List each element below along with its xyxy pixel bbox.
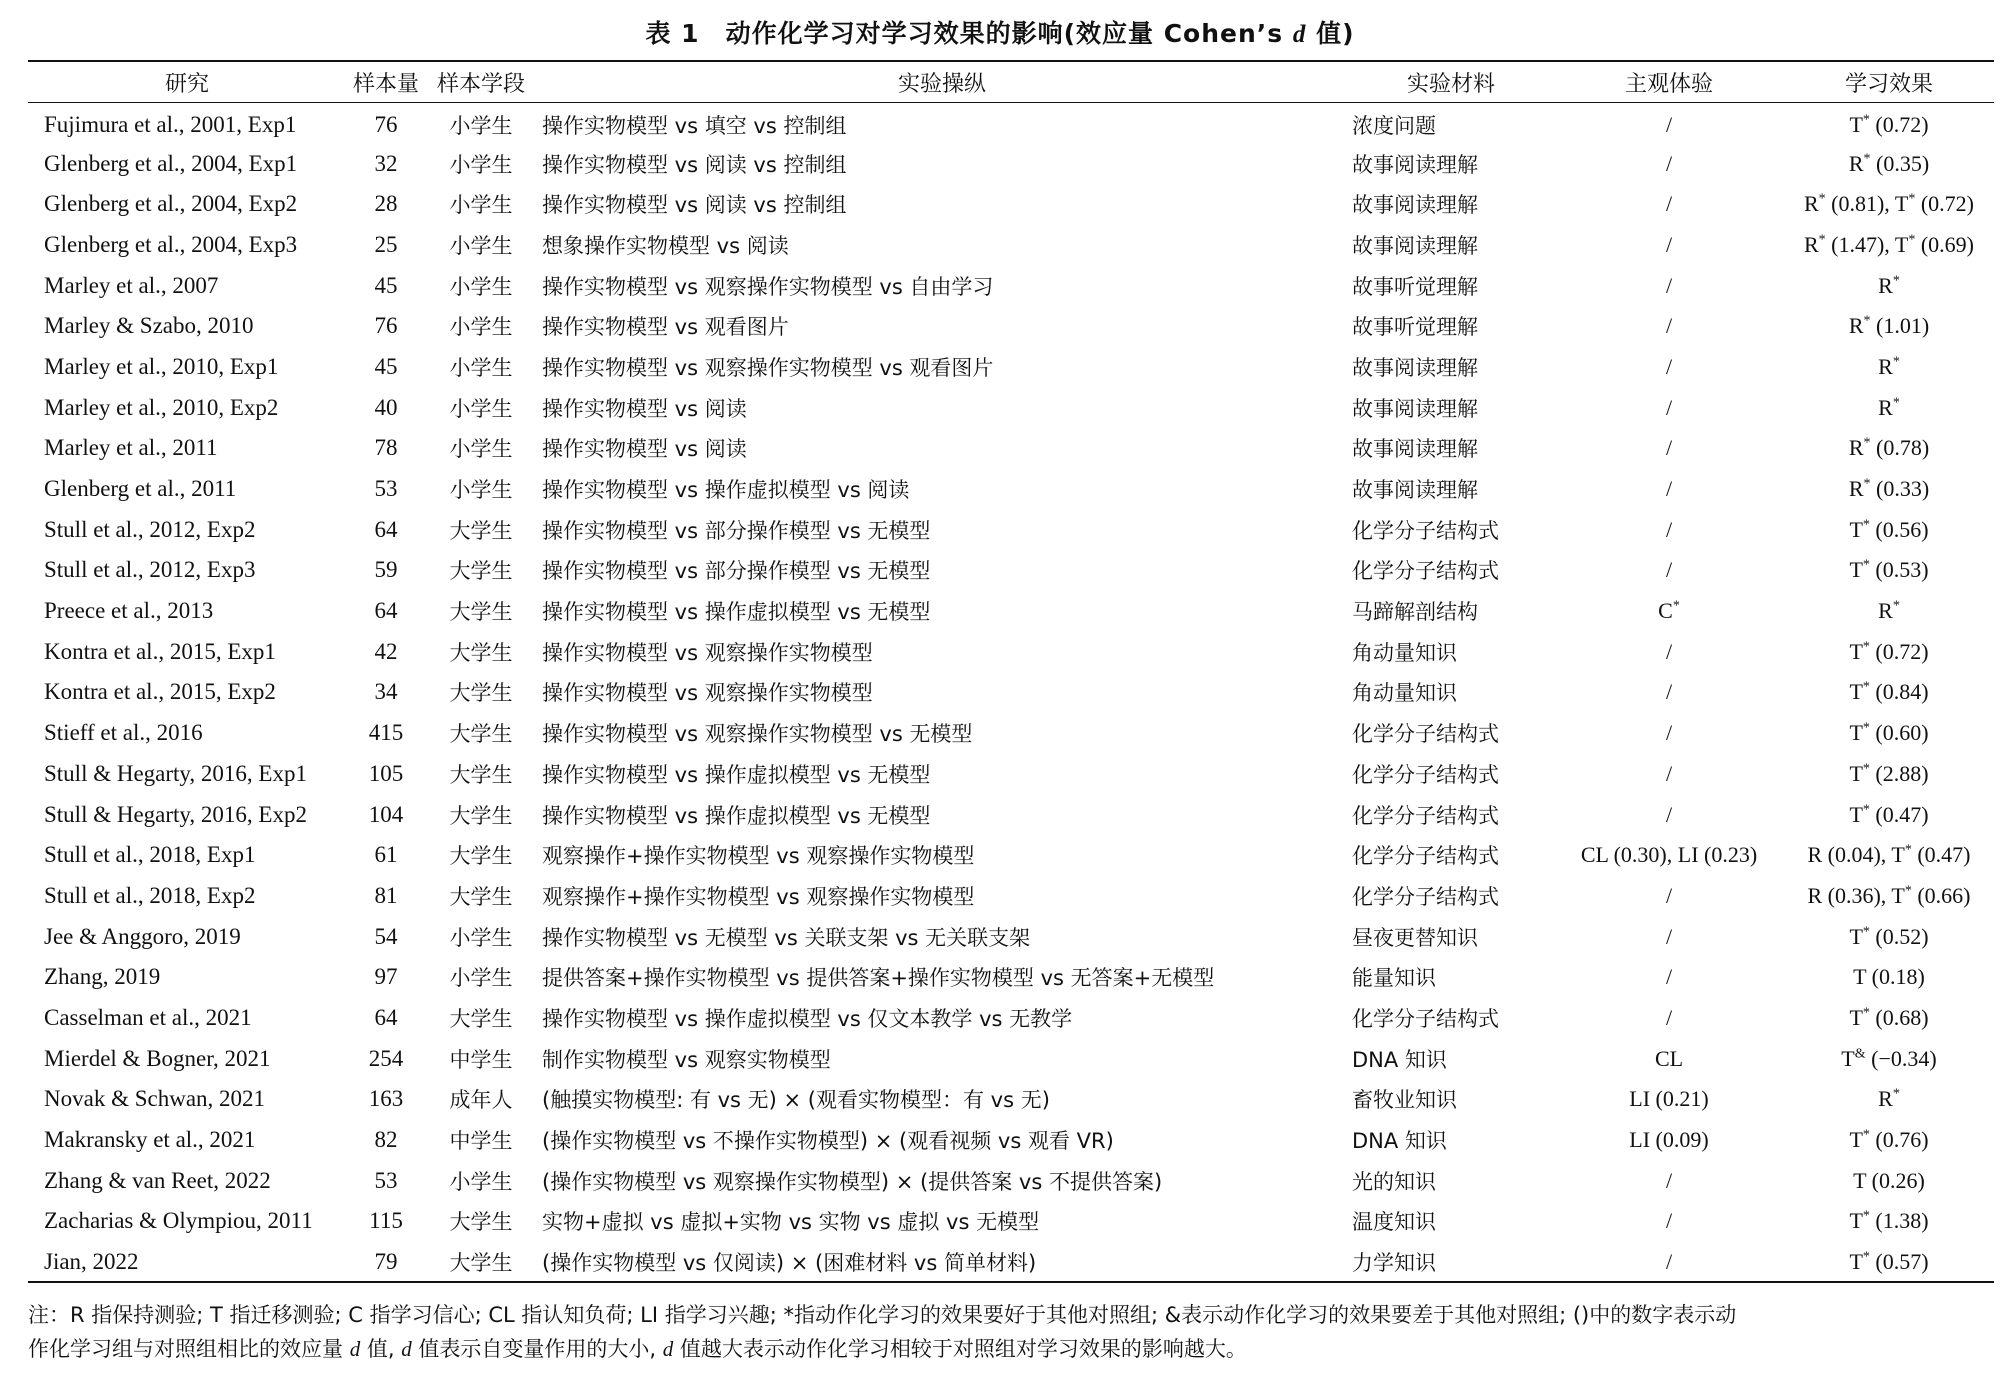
sample-size-cell: 45 bbox=[374, 353, 398, 379]
table-row bbox=[28, 713, 1994, 754]
subjective-experience-cell: / bbox=[1665, 557, 1673, 583]
manipulation-cell: 操作实物模型 vs 观察操作实物模型 vs 无模型 bbox=[542, 722, 973, 747]
material-cell: 化学分子结构式 bbox=[1352, 844, 1499, 869]
table-row bbox=[28, 469, 1994, 510]
material-cell: 化学分子结构式 bbox=[1352, 559, 1499, 584]
material-cell: 化学分子结构式 bbox=[1352, 722, 1499, 747]
study-cell: Stull et al., 2012, Exp2 bbox=[44, 516, 256, 542]
table-row bbox=[28, 347, 1994, 388]
manipulation-cell: (操作实物模型 vs 观察操作实物模型) × (提供答案 vs 不提供答案) bbox=[542, 1169, 1163, 1194]
subjective-experience-cell: / bbox=[1665, 191, 1673, 217]
table-row bbox=[28, 1160, 1994, 1201]
study-cell: Stull & Hegarty, 2016, Exp1 bbox=[44, 760, 307, 786]
study-cell: Jee & Anggoro, 2019 bbox=[44, 923, 241, 949]
table-row bbox=[28, 835, 1994, 876]
subjective-experience-cell: / bbox=[1665, 112, 1673, 138]
material-cell: 马蹄解剖结构 bbox=[1352, 600, 1478, 625]
study-cell: Stull et al., 2018, Exp2 bbox=[44, 882, 256, 908]
manipulation-cell: 操作实物模型 vs 无模型 vs 关联支架 vs 无关联支架 bbox=[542, 925, 1031, 950]
learning-effect-cell: R (0.36), T* (0.66) bbox=[1807, 882, 1971, 908]
column-header: 样本量 bbox=[352, 71, 419, 97]
material-cell: 畜牧业知识 bbox=[1352, 1088, 1457, 1113]
study-cell: Marley et al., 2011 bbox=[44, 435, 218, 461]
subjective-experience-cell: / bbox=[1665, 313, 1673, 339]
sample-stage-cell: 小学生 bbox=[449, 1169, 513, 1194]
table-row bbox=[28, 794, 1994, 835]
column-header: 实验材料 bbox=[1406, 71, 1495, 97]
subjective-experience-cell: / bbox=[1665, 1167, 1673, 1193]
column-header: 实验操纵 bbox=[897, 71, 986, 97]
sample-stage-cell: 大学生 bbox=[449, 803, 513, 828]
manipulation-cell: 操作实物模型 vs 阅读 vs 控制组 bbox=[542, 152, 847, 177]
study-cell: Kontra et al., 2015, Exp2 bbox=[44, 679, 276, 705]
learning-effect-cell: R* (1.47), T* (0.69) bbox=[1803, 231, 1975, 257]
material-cell: 故事阅读理解 bbox=[1352, 152, 1478, 177]
study-cell: Preece et al., 2013 bbox=[44, 598, 214, 624]
study-cell: Zhang & van Reet, 2022 bbox=[44, 1167, 271, 1193]
study-cell: Fujimura et al., 2001, Exp1 bbox=[44, 112, 297, 138]
material-cell: 角动量知识 bbox=[1352, 681, 1457, 706]
sample-stage-cell: 小学生 bbox=[449, 478, 513, 503]
learning-effect-cell: R* (0.78) bbox=[1848, 435, 1930, 461]
manipulation-cell: 操作实物模型 vs 部分操作模型 vs 无模型 bbox=[542, 559, 931, 584]
subjective-experience-cell: LI (0.09) bbox=[1629, 1127, 1709, 1153]
material-cell: 化学分子结构式 bbox=[1352, 1006, 1499, 1031]
sample-size-cell: 54 bbox=[374, 923, 398, 949]
sample-stage-cell: 大学生 bbox=[449, 844, 513, 869]
manipulation-cell: 操作实物模型 vs 阅读 bbox=[542, 437, 747, 462]
sample-stage-cell: 小学生 bbox=[449, 193, 513, 218]
sample-size-cell: 32 bbox=[374, 150, 398, 176]
sample-stage-cell: 大学生 bbox=[449, 1210, 513, 1235]
material-cell: 故事听觉理解 bbox=[1352, 274, 1478, 299]
sample-stage-cell: 小学生 bbox=[449, 274, 513, 299]
sample-stage-cell: 大学生 bbox=[449, 762, 513, 787]
learning-effect-cell: R* (0.33) bbox=[1848, 476, 1930, 502]
sample-size-cell: 163 bbox=[368, 1086, 404, 1112]
study-cell: Makransky et al., 2021 bbox=[44, 1127, 256, 1153]
study-cell: Glenberg et al., 2004, Exp1 bbox=[44, 150, 298, 176]
material-cell: 温度知识 bbox=[1352, 1210, 1436, 1235]
manipulation-cell: 操作实物模型 vs 观察操作实物模型 bbox=[542, 681, 873, 706]
table-body bbox=[28, 103, 1994, 1283]
table-row bbox=[28, 998, 1994, 1039]
sample-stage-cell: 大学生 bbox=[449, 722, 513, 747]
subjective-experience-cell: / bbox=[1665, 272, 1673, 298]
learning-effect-cell: T (0.26) bbox=[1853, 1167, 1925, 1193]
sample-size-cell: 59 bbox=[374, 557, 398, 583]
sample-stage-cell: 大学生 bbox=[449, 884, 513, 909]
learning-effect-cell: R* (1.01) bbox=[1848, 313, 1930, 339]
manipulation-cell: 操作实物模型 vs 操作虚拟模型 vs 阅读 bbox=[542, 478, 910, 503]
material-cell: 故事阅读理解 bbox=[1352, 437, 1478, 462]
study-cell: Glenberg et al., 2004, Exp2 bbox=[44, 191, 298, 217]
sample-size-cell: 64 bbox=[374, 516, 398, 542]
table-header-row bbox=[28, 61, 1994, 103]
table-note-line-2: 作化学习组与对照组相比的效应量 d 值, d 值表示自变量作用的大小, d 值越大表示动作化学习相较于对照组对学习效果的影响越大。 bbox=[28, 1337, 1247, 1361]
learning-effect-cell: R* bbox=[1878, 1086, 1900, 1112]
learning-effect-cell: T* (0.56) bbox=[1849, 516, 1929, 542]
table-row bbox=[28, 631, 1994, 672]
subjective-experience-cell: / bbox=[1665, 1208, 1673, 1234]
material-cell: 化学分子结构式 bbox=[1352, 803, 1499, 828]
material-cell: 能量知识 bbox=[1352, 966, 1436, 991]
learning-effect-cell: T* (0.47) bbox=[1849, 801, 1929, 827]
learning-effect-cell: T* (2.88) bbox=[1849, 760, 1929, 786]
table-row bbox=[28, 143, 1994, 184]
subjective-experience-cell: / bbox=[1665, 516, 1673, 542]
study-cell: Kontra et al., 2015, Exp1 bbox=[44, 638, 276, 664]
table-row bbox=[28, 225, 1994, 266]
study-cell: Zacharias & Olympiou, 2011 bbox=[44, 1208, 313, 1234]
learning-effect-cell: T* (0.52) bbox=[1849, 923, 1929, 949]
learning-effect-cell: T* (0.72) bbox=[1849, 112, 1929, 138]
learning-effect-cell: T* (0.57) bbox=[1849, 1248, 1929, 1274]
learning-effect-cell: T* (0.53) bbox=[1849, 557, 1929, 583]
material-cell: 力学知识 bbox=[1352, 1250, 1436, 1275]
learning-effect-cell: T* (0.76) bbox=[1849, 1127, 1929, 1153]
subjective-experience-cell: / bbox=[1665, 1004, 1673, 1030]
sample-size-cell: 53 bbox=[374, 476, 398, 502]
table-note bbox=[28, 1298, 1988, 1366]
material-cell: 故事阅读理解 bbox=[1352, 355, 1478, 380]
material-cell: DNA 知识 bbox=[1352, 1047, 1447, 1072]
table-number: 表 1 bbox=[645, 19, 700, 48]
subjective-experience-cell: / bbox=[1665, 760, 1673, 786]
sample-size-cell: 97 bbox=[374, 964, 398, 990]
table-row bbox=[28, 1038, 1994, 1079]
study-cell: Stull & Hegarty, 2016, Exp2 bbox=[44, 801, 307, 827]
sample-stage-cell: 小学生 bbox=[449, 315, 513, 340]
manipulation-cell: 观察操作+操作实物模型 vs 观察操作实物模型 bbox=[542, 884, 975, 909]
sample-stage-cell: 大学生 bbox=[449, 640, 513, 665]
subjective-experience-cell: / bbox=[1665, 353, 1673, 379]
sample-size-cell: 53 bbox=[374, 1167, 398, 1193]
study-cell: Jian, 2022 bbox=[44, 1248, 139, 1274]
sample-size-cell: 81 bbox=[374, 882, 398, 908]
sample-size-cell: 76 bbox=[374, 313, 398, 339]
subjective-experience-cell: / bbox=[1665, 720, 1673, 746]
manipulation-cell: 操作实物模型 vs 观察操作实物模型 vs 自由学习 bbox=[542, 274, 994, 299]
manipulation-cell: 操作实物模型 vs 操作虚拟模型 vs 仅文本教学 vs 无教学 bbox=[542, 1006, 1073, 1031]
table-row bbox=[28, 672, 1994, 713]
table-row bbox=[28, 428, 1994, 469]
sample-stage-cell: 小学生 bbox=[449, 233, 513, 258]
table-row bbox=[28, 550, 1994, 591]
subjective-experience-cell: / bbox=[1665, 923, 1673, 949]
sample-size-cell: 28 bbox=[374, 191, 398, 217]
manipulation-cell: 观察操作+操作实物模型 vs 观察操作实物模型 bbox=[542, 844, 975, 869]
subjective-experience-cell: / bbox=[1665, 1248, 1673, 1274]
manipulation-cell: (触摸实物模型: 有 vs 无) × (观看实物模型：有 vs 无) bbox=[542, 1088, 1050, 1113]
material-cell: 化学分子结构式 bbox=[1352, 518, 1499, 543]
study-cell: Zhang, 2019 bbox=[44, 964, 161, 990]
learning-effect-cell: R* bbox=[1878, 272, 1900, 298]
learning-effect-cell: R* bbox=[1878, 353, 1900, 379]
table-row bbox=[28, 306, 1994, 347]
study-cell: Marley et al., 2010, Exp2 bbox=[44, 394, 279, 420]
sample-size-cell: 40 bbox=[374, 394, 398, 420]
sample-size-cell: 64 bbox=[374, 598, 398, 624]
subjective-experience-cell: LI (0.21) bbox=[1629, 1086, 1709, 1112]
column-header: 主观体验 bbox=[1624, 71, 1713, 97]
learning-effect-cell: R* (0.35) bbox=[1848, 150, 1930, 176]
effect-size-table bbox=[28, 60, 1994, 1283]
learning-effect-cell: R* bbox=[1878, 394, 1900, 420]
table-row bbox=[28, 1242, 1994, 1283]
sample-size-cell: 45 bbox=[374, 272, 398, 298]
manipulation-cell: 制作实物模型 vs 观察实物模型 bbox=[542, 1047, 831, 1072]
subjective-experience-cell: CL bbox=[1654, 1045, 1684, 1071]
learning-effect-cell: T* (0.84) bbox=[1849, 679, 1929, 705]
subjective-experience-cell: / bbox=[1665, 476, 1673, 502]
table-row bbox=[28, 916, 1994, 957]
manipulation-cell: 操作实物模型 vs 观察操作实物模型 vs 观看图片 bbox=[542, 355, 994, 380]
sample-stage-cell: 大学生 bbox=[449, 1006, 513, 1031]
sample-stage-cell: 中学生 bbox=[449, 1129, 513, 1154]
table-note-line-1: 注：R 指保持测验; T 指迁移测验; C 指学习信心; CL 指认知负荷; LI 指学习兴趣; *指动作化学习的效果要好于其他对照组; &表示动作化学习的效果要差于其他对照组; ()中的数字表示动 bbox=[28, 1303, 1737, 1327]
column-header: 样本学段 bbox=[436, 71, 525, 97]
sample-size-cell: 104 bbox=[368, 801, 404, 827]
table-row bbox=[28, 1079, 1994, 1120]
manipulation-cell: 操作实物模型 vs 操作虚拟模型 vs 无模型 bbox=[542, 803, 931, 828]
learning-effect-cell: R* bbox=[1878, 598, 1900, 624]
subjective-experience-cell: / bbox=[1665, 231, 1673, 257]
manipulation-cell: 操作实物模型 vs 操作虚拟模型 vs 无模型 bbox=[542, 600, 931, 625]
sample-size-cell: 415 bbox=[368, 720, 404, 746]
sample-size-cell: 34 bbox=[374, 679, 398, 705]
table-title-text: 动作化学习对学习效果的影响(效应量 Cohen’s d 值) bbox=[725, 19, 1355, 48]
table-row bbox=[28, 957, 1994, 998]
study-cell: Stieff et al., 2016 bbox=[44, 720, 203, 746]
material-cell: 浓度问题 bbox=[1352, 114, 1436, 139]
study-cell: Glenberg et al., 2004, Exp3 bbox=[44, 231, 298, 257]
subjective-experience-cell: C* bbox=[1658, 598, 1680, 624]
table-title bbox=[0, 14, 2000, 50]
subjective-experience-cell: CL (0.30), LI (0.23) bbox=[1580, 842, 1758, 868]
learning-effect-cell: T* (0.72) bbox=[1849, 638, 1929, 664]
subjective-experience-cell: / bbox=[1665, 435, 1673, 461]
subjective-experience-cell: / bbox=[1665, 882, 1673, 908]
sample-size-cell: 78 bbox=[374, 435, 398, 461]
material-cell: 故事阅读理解 bbox=[1352, 233, 1478, 258]
sample-stage-cell: 大学生 bbox=[449, 600, 513, 625]
table-row bbox=[28, 387, 1994, 428]
table-row bbox=[28, 591, 1994, 632]
sample-stage-cell: 小学生 bbox=[449, 925, 513, 950]
table-row bbox=[28, 1120, 1994, 1161]
sample-size-cell: 25 bbox=[374, 231, 398, 257]
manipulation-cell: 操作实物模型 vs 阅读 vs 控制组 bbox=[542, 193, 847, 218]
sample-size-cell: 76 bbox=[374, 112, 398, 138]
sample-stage-cell: 小学生 bbox=[449, 396, 513, 421]
sample-size-cell: 115 bbox=[369, 1208, 403, 1234]
sample-size-cell: 79 bbox=[374, 1248, 398, 1274]
material-cell: 化学分子结构式 bbox=[1352, 884, 1499, 909]
sample-stage-cell: 大学生 bbox=[449, 518, 513, 543]
material-cell: 光的知识 bbox=[1352, 1169, 1436, 1194]
study-cell: Mierdel & Bogner, 2021 bbox=[44, 1045, 271, 1071]
learning-effect-cell: T (0.18) bbox=[1853, 964, 1925, 990]
manipulation-cell: 操作实物模型 vs 观察操作实物模型 bbox=[542, 640, 873, 665]
material-cell: 故事听觉理解 bbox=[1352, 315, 1478, 340]
table-row bbox=[28, 184, 1994, 225]
sample-stage-cell: 小学生 bbox=[449, 355, 513, 380]
sample-size-cell: 42 bbox=[374, 638, 398, 664]
study-cell: Glenberg et al., 2011 bbox=[44, 476, 237, 502]
study-cell: Casselman et al., 2021 bbox=[44, 1004, 252, 1030]
sample-size-cell: 61 bbox=[374, 842, 398, 868]
material-cell: 昼夜更替知识 bbox=[1352, 925, 1478, 950]
sample-size-cell: 254 bbox=[368, 1045, 404, 1071]
sample-stage-cell: 大学生 bbox=[449, 559, 513, 584]
study-cell: Marley & Szabo, 2010 bbox=[44, 313, 254, 339]
manipulation-cell: 操作实物模型 vs 填空 vs 控制组 bbox=[542, 114, 847, 139]
subjective-experience-cell: / bbox=[1665, 964, 1673, 990]
manipulation-cell: 实物+虚拟 vs 虚拟+实物 vs 实物 vs 虚拟 vs 无模型 bbox=[542, 1210, 1040, 1235]
manipulation-cell: 想象操作实物模型 vs 阅读 bbox=[542, 233, 789, 258]
study-cell: Marley et al., 2007 bbox=[44, 272, 219, 298]
manipulation-cell: 操作实物模型 vs 操作虚拟模型 vs 无模型 bbox=[542, 762, 931, 787]
sample-stage-cell: 小学生 bbox=[449, 437, 513, 462]
learning-effect-cell: T* (0.68) bbox=[1849, 1004, 1929, 1030]
table-row bbox=[28, 509, 1994, 550]
subjective-experience-cell: / bbox=[1665, 679, 1673, 705]
learning-effect-cell: T* (1.38) bbox=[1849, 1208, 1929, 1234]
learning-effect-cell: R* (0.81), T* (0.72) bbox=[1803, 191, 1975, 217]
sample-stage-cell: 大学生 bbox=[449, 1250, 513, 1275]
sample-stage-cell: 大学生 bbox=[449, 681, 513, 706]
material-cell: DNA 知识 bbox=[1352, 1129, 1447, 1154]
sample-size-cell: 105 bbox=[368, 760, 404, 786]
manipulation-cell: 提供答案+操作实物模型 vs 提供答案+操作实物模型 vs 无答案+无模型 bbox=[542, 966, 1215, 991]
material-cell: 化学分子结构式 bbox=[1352, 762, 1499, 787]
subjective-experience-cell: / bbox=[1665, 150, 1673, 176]
sample-stage-cell: 小学生 bbox=[449, 152, 513, 177]
table-row bbox=[28, 103, 1994, 144]
material-cell: 故事阅读理解 bbox=[1352, 478, 1478, 503]
manipulation-cell: (操作实物模型 vs 仅阅读) × (困难材料 vs 简单材料) bbox=[542, 1250, 1037, 1275]
learning-effect-cell: T* (0.60) bbox=[1849, 720, 1929, 746]
learning-effect-cell: T& (−0.34) bbox=[1841, 1045, 1937, 1071]
material-cell: 故事阅读理解 bbox=[1352, 396, 1478, 421]
study-cell: Stull et al., 2012, Exp3 bbox=[44, 557, 256, 583]
sample-stage-cell: 小学生 bbox=[449, 114, 513, 139]
table-row bbox=[28, 265, 1994, 306]
manipulation-cell: 操作实物模型 vs 阅读 bbox=[542, 396, 747, 421]
subjective-experience-cell: / bbox=[1665, 638, 1673, 664]
column-header: 研究 bbox=[164, 71, 209, 97]
sample-size-cell: 82 bbox=[374, 1127, 398, 1153]
study-cell: Stull et al., 2018, Exp1 bbox=[44, 842, 256, 868]
subjective-experience-cell: / bbox=[1665, 801, 1673, 827]
material-cell: 角动量知识 bbox=[1352, 640, 1457, 665]
study-cell: Marley et al., 2010, Exp1 bbox=[44, 353, 279, 379]
material-cell: 故事阅读理解 bbox=[1352, 193, 1478, 218]
sample-size-cell: 64 bbox=[374, 1004, 398, 1030]
learning-effect-cell: R (0.04), T* (0.47) bbox=[1807, 842, 1971, 868]
manipulation-cell: 操作实物模型 vs 观看图片 bbox=[542, 315, 789, 340]
subjective-experience-cell: / bbox=[1665, 394, 1673, 420]
sample-stage-cell: 小学生 bbox=[449, 966, 513, 991]
table-row bbox=[28, 754, 1994, 795]
sample-stage-cell: 中学生 bbox=[449, 1047, 513, 1072]
table-row bbox=[28, 876, 1994, 917]
study-cell: Novak & Schwan, 2021 bbox=[44, 1086, 266, 1112]
table-row bbox=[28, 1201, 1994, 1242]
sample-stage-cell: 成年人 bbox=[449, 1088, 513, 1113]
manipulation-cell: 操作实物模型 vs 部分操作模型 vs 无模型 bbox=[542, 518, 931, 543]
column-header: 学习效果 bbox=[1844, 71, 1933, 97]
manipulation-cell: (操作实物模型 vs 不操作实物模型) × (观看视频 vs 观看 VR) bbox=[542, 1129, 1114, 1154]
